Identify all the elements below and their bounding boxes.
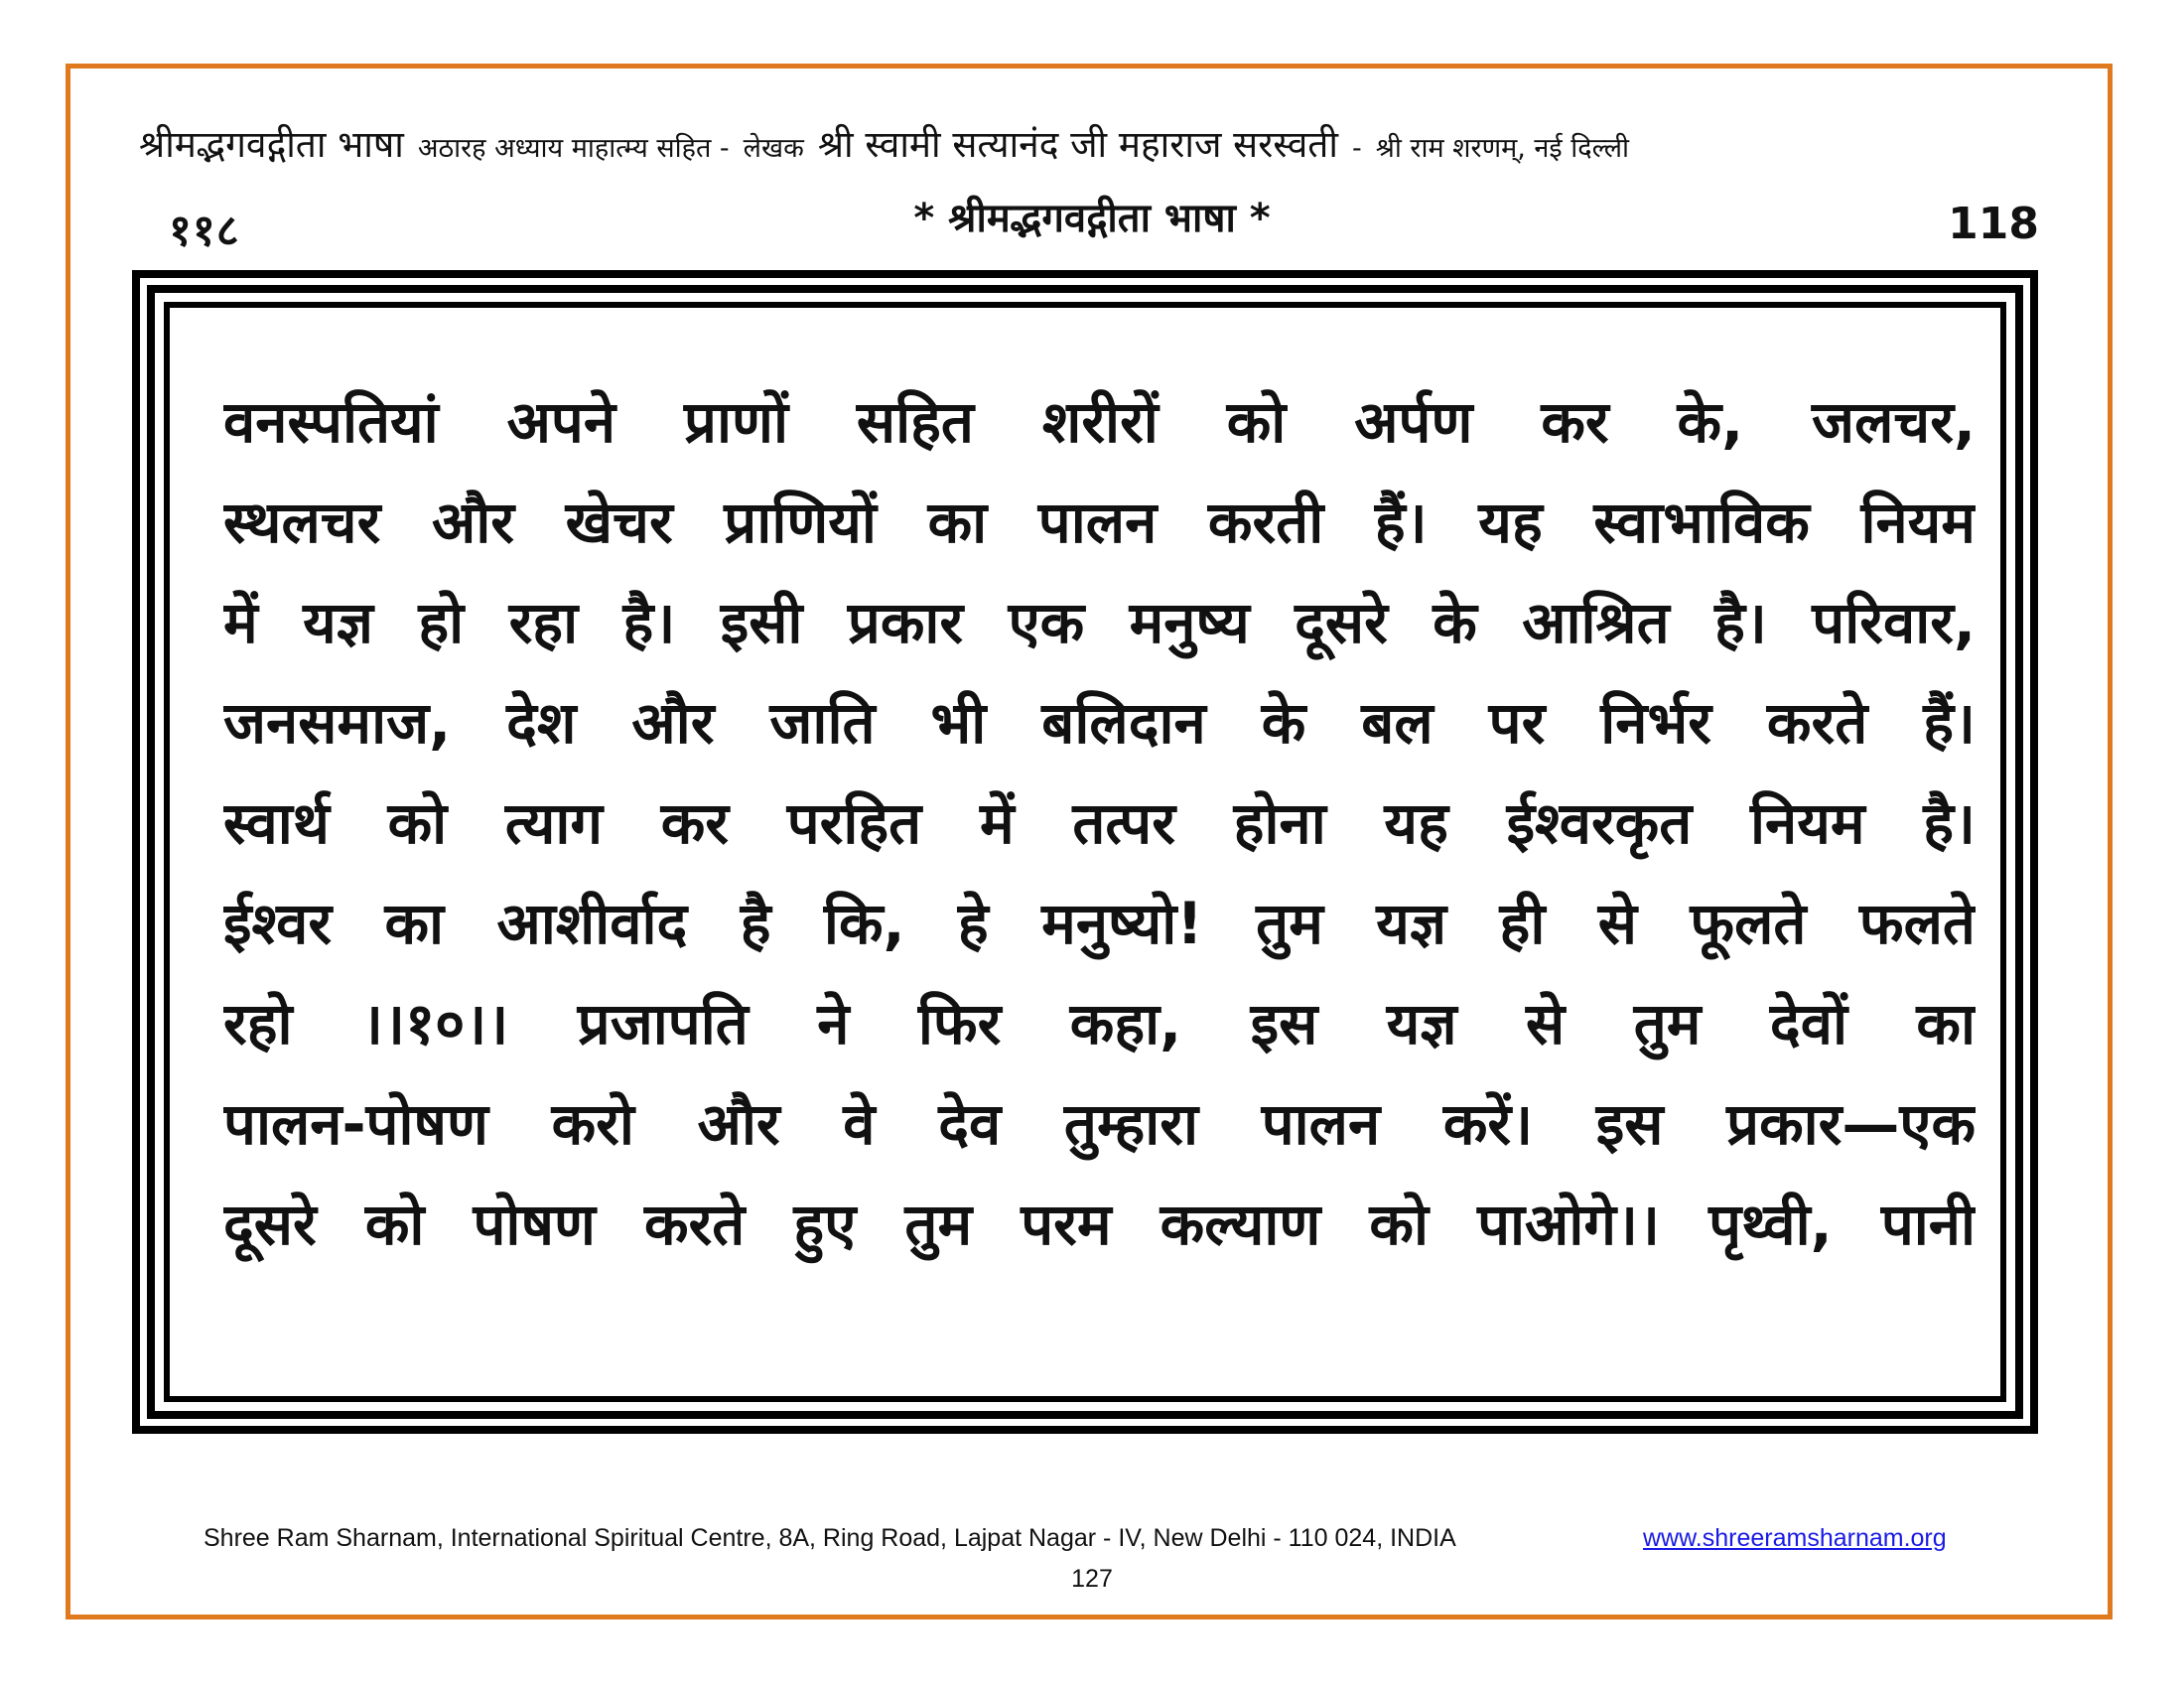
text-line: रहो ।।१०।। प्रजापति ने फिर कहा, इस यज्ञ से तुम देवों का (223, 990, 1976, 1057)
page-number-devanagari: ११८ (169, 206, 240, 256)
footer-page-number: 127 (1071, 1565, 1113, 1593)
header-separator: - (1351, 133, 1362, 164)
text-line: स्वार्थ को त्याग कर परहित में तत्पर होना यह ईश्वरकृत नियम है। (223, 789, 1976, 857)
header-publisher: श्री राम शरणम्, नई दिल्ली (1375, 133, 1630, 164)
book-running-title: * श्रीमद्भगवद्गीता भाषा * (913, 196, 1271, 241)
text-line: वनस्पतियां अपने प्राणों सहित शरीरों को अर्पण कर के, जलचर, (223, 388, 1976, 456)
header-author-prefix: लेखक (743, 133, 804, 164)
text-line: दूसरे को पोषण करते हुए तुम परम कल्याण को पाओगे।। पृथ्वी, पानी (223, 1191, 1976, 1258)
footer-address: Shree Ram Sharnam, International Spiritual Centre, 8A, Ring Road, Lajpat Nagar - IV, New Delhi - 110 024, INDIA (204, 1524, 1456, 1552)
text-line: ईश्वर का आशीर्वाद है कि, हे मनुष्यो! तुम यज्ञ ही से फूलते फलते (223, 890, 1976, 957)
header-title: श्रीमद्भगवद्गीता भाषा (139, 123, 404, 166)
text-line: पालन-पोषण करो और वे देव तुम्हारा पालन करें। इस प्रकार—एक (223, 1090, 1976, 1158)
website-link[interactable]: www.shreeramsharnam.org (1643, 1524, 1947, 1552)
page-number: 118 (1948, 199, 2039, 249)
text-line: में यज्ञ हो रहा है। इसी प्रकार एक मनुष्य दूसरे के आश्रित है। परिवार, (223, 589, 1976, 656)
body-text (223, 372, 1976, 1275)
header-subtitle: अठारह अध्याय माहात्म्य सहित - (417, 133, 730, 164)
header-author: श्री स्वामी सत्यानंद जी महाराज सरस्वती (817, 123, 1338, 166)
text-line: स्थलचर और खेचर प्राणियों का पालन करती हैं। यह स्वाभाविक नियम (223, 489, 1976, 556)
running-header (139, 117, 2065, 168)
text-line: जनसमाज, देश और जाति भी बलिदान के बल पर निर्भर करते हैं। (223, 689, 1976, 757)
